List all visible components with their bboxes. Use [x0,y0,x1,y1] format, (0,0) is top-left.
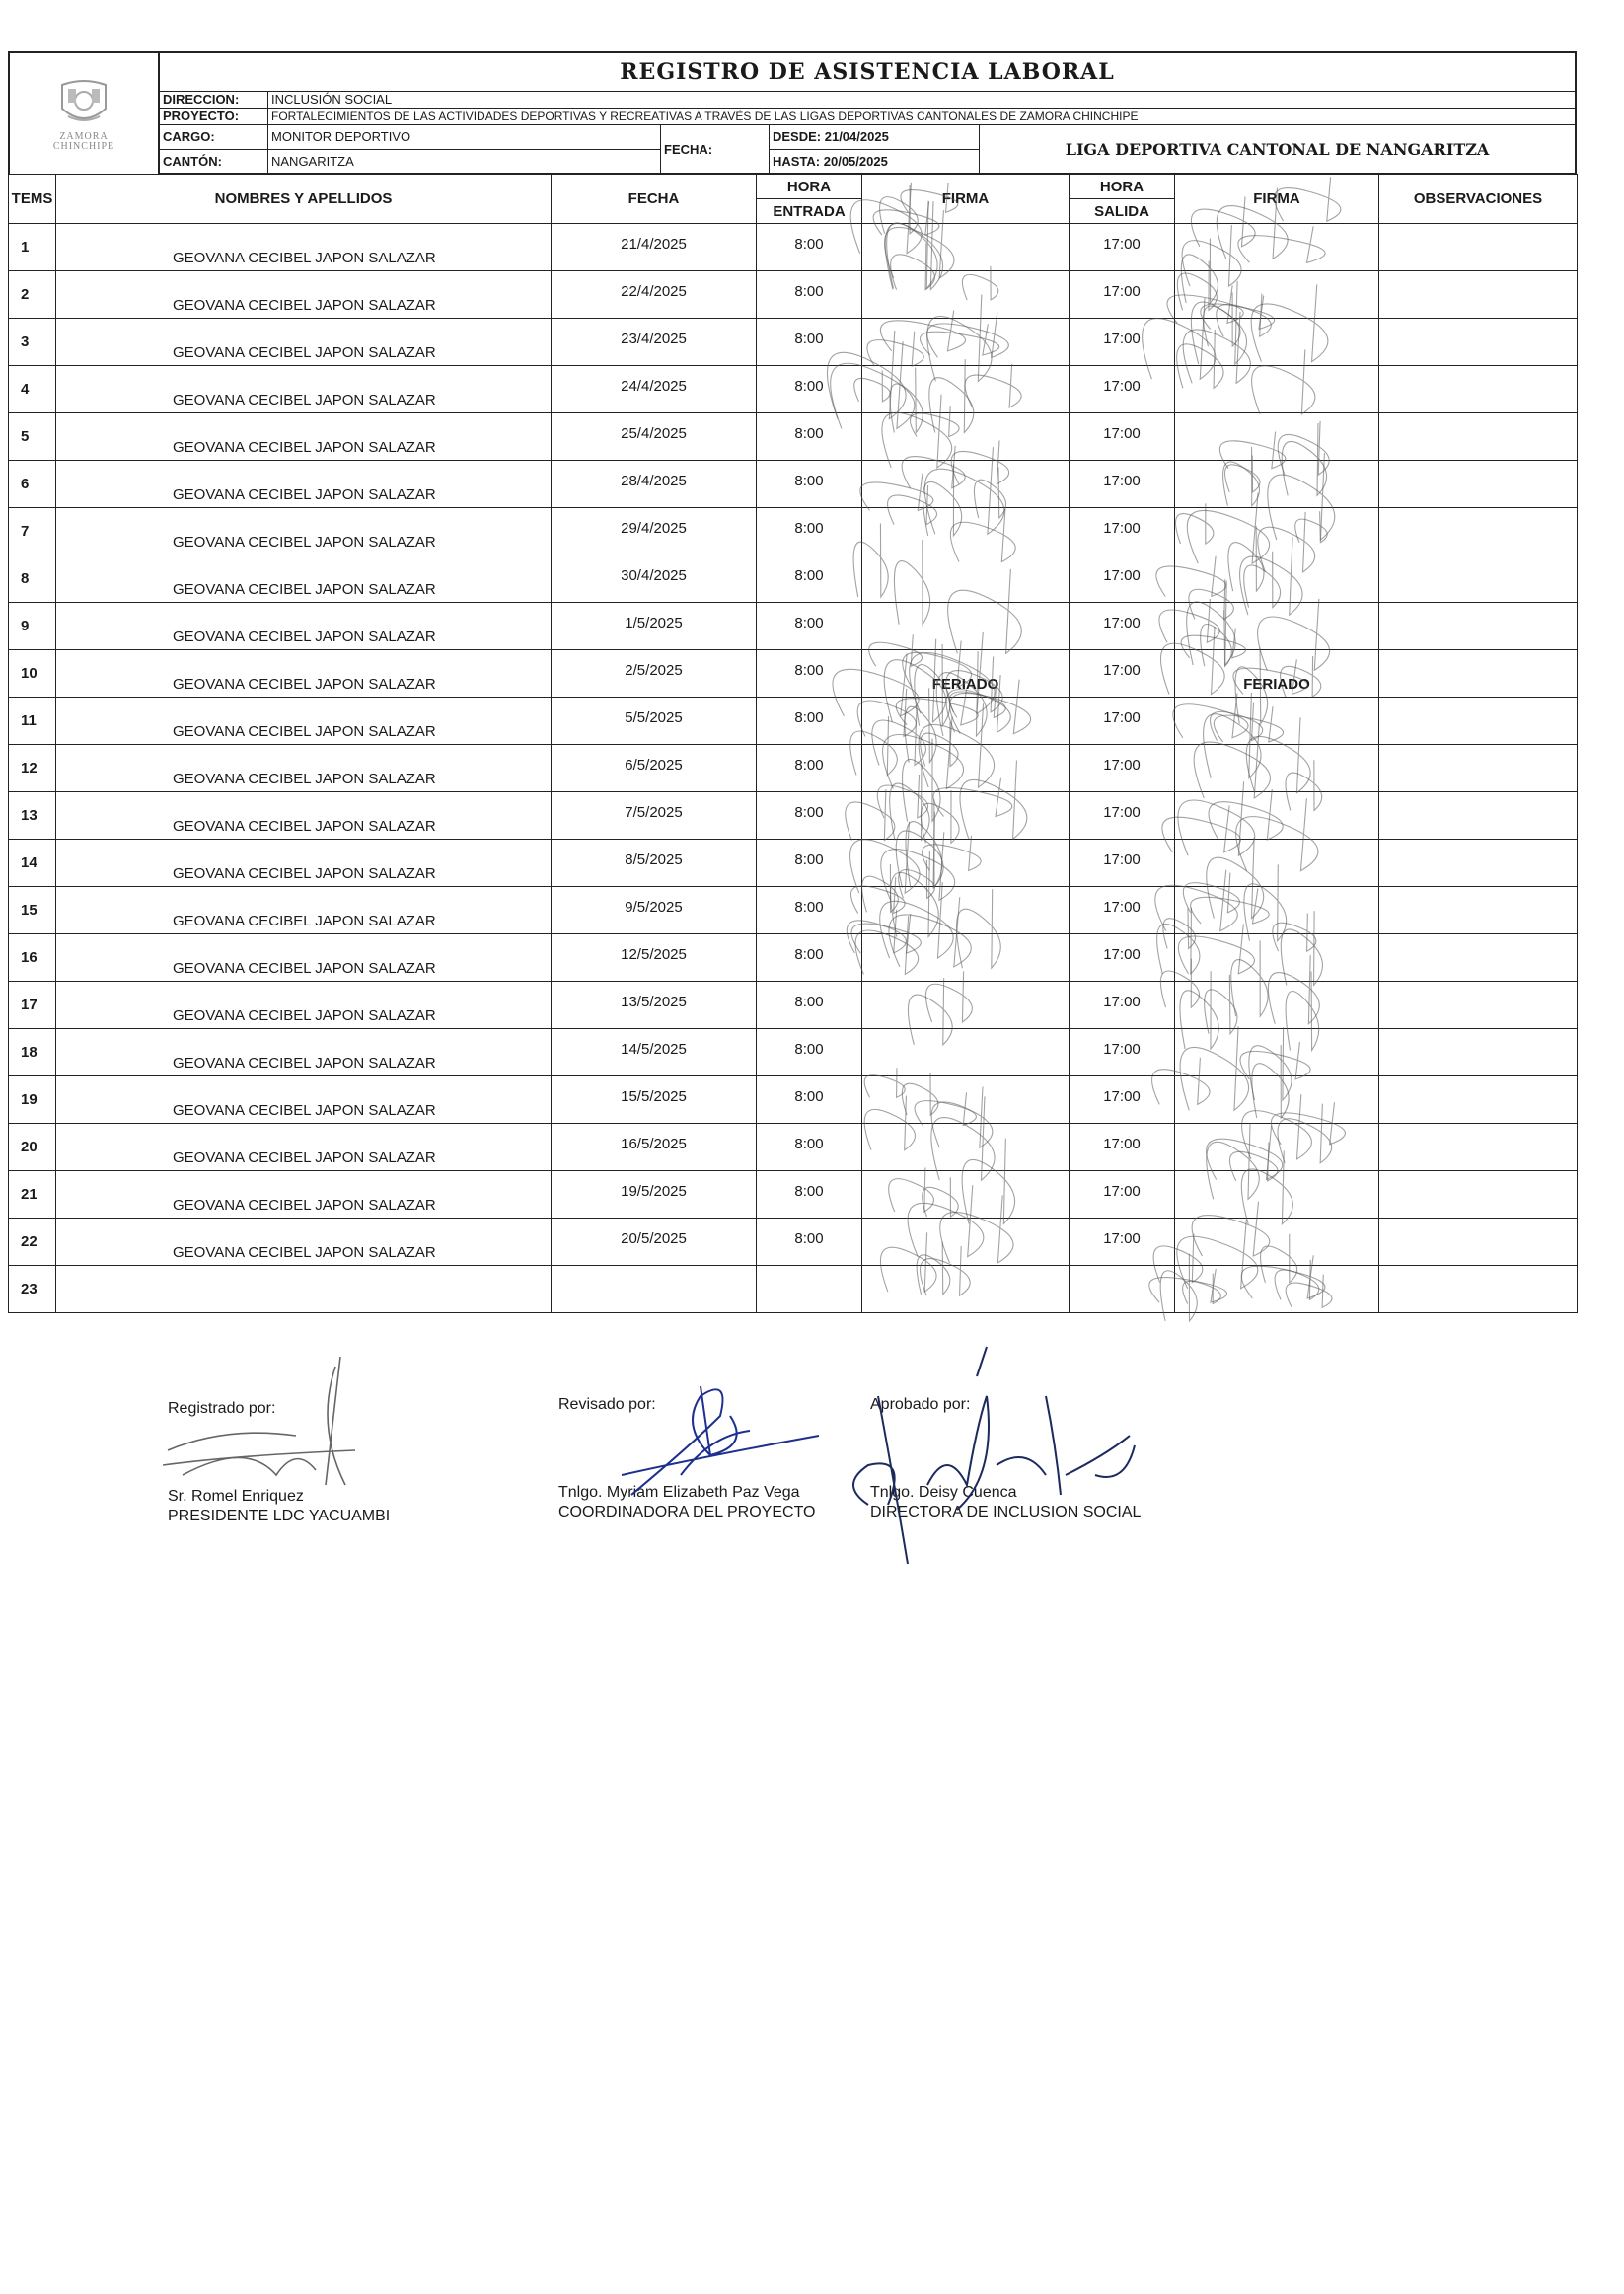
table-row [9,698,1578,745]
row-entrada-time: 8:00 [757,413,862,461]
row-entrada-time: 8:00 [757,934,862,982]
revisado-label: Revisado por: [558,1396,656,1413]
row-item-number: 18 [9,1029,56,1076]
row-name: GEOVANA CECIBEL JAPON SALAZAR [56,934,552,982]
row-name: GEOVANA CECIBEL JAPON SALAZAR [56,1076,552,1124]
row-date: 7/5/2025 [552,792,757,840]
row-item-number: 13 [9,792,56,840]
row-firma-salida [1175,745,1379,792]
row-firma-entrada [862,982,1070,1029]
col-item: TEMS [9,175,56,224]
row-item-number: 6 [9,461,56,508]
cargo-label: CARGO: [160,125,268,149]
col-hora-salida: HORA [1070,175,1175,199]
logo-text-line: CHINCHIPE [52,141,115,152]
col-salida: SALIDA [1070,199,1175,224]
row-entrada-time: 8:00 [757,1029,862,1076]
col-firma-entrada: FIRMA [862,175,1070,224]
row-name: GEOVANA CECIBEL JAPON SALAZAR [56,555,552,603]
row-salida-time: 17:00 [1070,555,1175,603]
logo [10,53,160,174]
row-date: 13/5/2025 [552,982,757,1029]
row-date: 22/4/2025 [552,271,757,319]
revisado-role: COORDINADORA DEL PROYECTO [558,1504,816,1520]
row-name: GEOVANA CECIBEL JAPON SALAZAR [56,982,552,1029]
row-salida-time: 17:00 [1070,1171,1175,1219]
row-item-number: 20 [9,1124,56,1171]
row-firma-salida [1175,413,1379,461]
row-salida-time: 17:00 [1070,319,1175,366]
row-salida-time: 17:00 [1070,461,1175,508]
direccion-label: DIRECCION: [160,92,268,108]
row-salida-time: 17:00 [1070,508,1175,555]
row-firma-salida [1175,792,1379,840]
row-entrada-time: 8:00 [757,745,862,792]
date-range [770,125,980,173]
row-salida-time: 17:00 [1070,224,1175,271]
table-row [9,508,1578,555]
row-entrada-time: 8:00 [757,840,862,887]
row-entrada-time: 8:00 [757,508,862,555]
row-item-number: 2 [9,271,56,319]
row-item-number: 10 [9,650,56,698]
row-firma-entrada [862,650,1070,698]
sheet-header [8,51,1577,174]
row-entrada-time: 8:00 [757,319,862,366]
row-date: 1/5/2025 [552,603,757,650]
signature-footer [0,1396,1624,1633]
row-observaciones [1379,413,1578,461]
row-firma-entrada [862,555,1070,603]
row-firma-entrada [862,508,1070,555]
row-firma-entrada [862,792,1070,840]
row-salida-time: 17:00 [1070,840,1175,887]
row-observaciones [1379,650,1578,698]
row-date: 14/5/2025 [552,1029,757,1076]
row-firma-salida [1175,319,1379,366]
date-desde: DESDE: 21/04/2025 [770,125,979,150]
row-date: 23/4/2025 [552,319,757,366]
row-firma-salida [1175,650,1379,698]
row-name: GEOVANA CECIBEL JAPON SALAZAR [56,366,552,413]
row-salida-time: 17:00 [1070,413,1175,461]
row-observaciones [1379,840,1578,887]
row-observaciones [1379,1266,1578,1313]
row-firma-entrada [862,1076,1070,1124]
cargo-row [160,125,660,150]
row-firma-entrada [862,366,1070,413]
canton-row [160,150,660,173]
row-firma-entrada [862,413,1070,461]
table-row [9,1219,1578,1266]
row-firma-entrada [862,1029,1070,1076]
row-name: GEOVANA CECIBEL JAPON SALAZAR [56,224,552,271]
col-entrada: ENTRADA [757,199,862,224]
row-firma-salida [1175,840,1379,887]
row-entrada-time: 8:00 [757,698,862,745]
canton-label: CANTÓN: [160,150,268,173]
attendance-table [8,174,1578,1313]
row-observaciones [1379,1124,1578,1171]
revisado-name: Tnlgo. Myriam Elizabeth Paz Vega [558,1484,800,1501]
row-entrada-time: 8:00 [757,366,862,413]
row-firma-salida [1175,1076,1379,1124]
table-row [9,934,1578,982]
table-row [9,1029,1578,1076]
registrado-name: Sr. Romel Enriquez [168,1488,304,1505]
row-date: 12/5/2025 [552,934,757,982]
table-row [9,1076,1578,1124]
cargo-canton [160,125,661,173]
row-firma-salida [1175,887,1379,934]
row-entrada-time: 8:00 [757,224,862,271]
row-firma-entrada [862,271,1070,319]
direccion-row [160,92,1575,109]
cargo-value: MONITOR DEPORTIVO [271,129,411,144]
row-entrada-time [757,1266,862,1313]
row-observaciones [1379,1076,1578,1124]
row-observaciones [1379,366,1578,413]
row-date: 2/5/2025 [552,650,757,698]
feriado-note: FERIADO [1243,676,1310,693]
row-item-number: 23 [9,1266,56,1313]
row-firma-salida [1175,934,1379,982]
row-date [552,1266,757,1313]
row-firma-salida [1175,698,1379,745]
row-item-number: 5 [9,413,56,461]
row-firma-entrada [862,934,1070,982]
table-row [9,461,1578,508]
row-entrada-time: 8:00 [757,555,862,603]
table-row [9,745,1578,792]
row-firma-salida [1175,271,1379,319]
row-firma-entrada [862,745,1070,792]
row-item-number: 9 [9,603,56,650]
row-firma-salida [1175,1171,1379,1219]
row-entrada-time: 8:00 [757,650,862,698]
row-entrada-time: 8:00 [757,271,862,319]
row-name: GEOVANA CECIBEL JAPON SALAZAR [56,792,552,840]
row-item-number: 8 [9,555,56,603]
row-date: 29/4/2025 [552,508,757,555]
proyecto-value: FORTALECIMIENTOS DE LAS ACTIVIDADES DEPORTIVAS Y RECREATIVAS A TRAVÉS DE LAS LIGAS DEPORTIVAS CANTONALES DE ZAMORA CHINCHIPE [271,110,1139,123]
row-entrada-time: 8:00 [757,1124,862,1171]
row-entrada-time: 8:00 [757,1219,862,1266]
cargo-canton-fecha-row [160,125,1575,174]
row-firma-salida [1175,461,1379,508]
row-name: GEOVANA CECIBEL JAPON SALAZAR [56,1029,552,1076]
logo-text-line: ZAMORA [59,131,109,142]
row-item-number: 3 [9,319,56,366]
table-row [9,224,1578,271]
row-firma-entrada [862,1266,1070,1313]
row-salida-time: 17:00 [1070,1219,1175,1266]
row-item-number: 7 [9,508,56,555]
row-salida-time: 17:00 [1070,1029,1175,1076]
row-firma-entrada [862,1124,1070,1171]
row-salida-time: 17:00 [1070,745,1175,792]
row-name: GEOVANA CECIBEL JAPON SALAZAR [56,603,552,650]
aprobado-role: DIRECTORA DE INCLUSION SOCIAL [870,1504,1142,1520]
row-salida-time: 17:00 [1070,650,1175,698]
row-date: 9/5/2025 [552,887,757,934]
aprobado-name: Tnlgo. Deisy Cuenca [870,1484,1017,1501]
row-firma-entrada [862,603,1070,650]
row-observaciones [1379,982,1578,1029]
row-firma-salida [1175,1266,1379,1313]
table-row [9,887,1578,934]
row-salida-time: 17:00 [1070,271,1175,319]
row-date: 15/5/2025 [552,1076,757,1124]
row-firma-salida [1175,1219,1379,1266]
row-date: 5/5/2025 [552,698,757,745]
row-observaciones [1379,698,1578,745]
row-firma-salida [1175,508,1379,555]
table-row [9,792,1578,840]
row-observaciones [1379,887,1578,934]
registrado-role: PRESIDENTE LDC YACUAMBI [168,1508,391,1524]
row-observaciones [1379,271,1578,319]
row-observaciones [1379,1219,1578,1266]
row-firma-entrada [862,319,1070,366]
table-row [9,840,1578,887]
row-observaciones [1379,603,1578,650]
row-name: GEOVANA CECIBEL JAPON SALAZAR [56,271,552,319]
row-item-number: 22 [9,1219,56,1266]
row-observaciones [1379,319,1578,366]
row-name: GEOVANA CECIBEL JAPON SALAZAR [56,461,552,508]
row-entrada-time: 8:00 [757,603,862,650]
row-item-number: 17 [9,982,56,1029]
row-item-number: 21 [9,1171,56,1219]
row-observaciones [1379,934,1578,982]
zamora-chinchipe-seal-icon [54,79,113,130]
row-name: GEOVANA CECIBEL JAPON SALAZAR [56,1171,552,1219]
row-date: 24/4/2025 [552,366,757,413]
row-salida-time: 17:00 [1070,366,1175,413]
proyecto-row [160,109,1575,125]
feriado-note: FERIADO [931,676,999,693]
row-date: 20/5/2025 [552,1219,757,1266]
table-row [9,555,1578,603]
row-firma-salida [1175,1124,1379,1171]
attendance-sheet [8,51,1577,1313]
row-entrada-time: 8:00 [757,1076,862,1124]
row-date: 6/5/2025 [552,745,757,792]
table-row [9,319,1578,366]
row-date: 30/4/2025 [552,555,757,603]
header-fields [160,53,1575,174]
row-observaciones [1379,508,1578,555]
row-salida-time [1070,1266,1175,1313]
row-name [56,1266,552,1313]
row-date: 21/4/2025 [552,224,757,271]
table-row [9,603,1578,650]
row-item-number: 14 [9,840,56,887]
col-hora-entrada: HORA [757,175,862,199]
col-observaciones: OBSERVACIONES [1379,175,1578,224]
row-firma-salida [1175,982,1379,1029]
row-entrada-time: 8:00 [757,1171,862,1219]
row-date: 19/5/2025 [552,1171,757,1219]
row-date: 28/4/2025 [552,461,757,508]
row-firma-entrada [862,1171,1070,1219]
row-date: 8/5/2025 [552,840,757,887]
canton-value: NANGARITZA [271,154,354,169]
table-row [9,271,1578,319]
row-firma-entrada [862,461,1070,508]
table-row [9,1266,1578,1313]
liga-name: LIGA DEPORTIVA CANTONAL DE NANGARITZA [1065,139,1490,159]
row-item-number: 11 [9,698,56,745]
row-item-number: 16 [9,934,56,982]
row-entrada-time: 8:00 [757,792,862,840]
row-name: GEOVANA CECIBEL JAPON SALAZAR [56,413,552,461]
row-firma-entrada [862,1219,1070,1266]
row-name: GEOVANA CECIBEL JAPON SALAZAR [56,319,552,366]
handwritten-signature-icon [0,1337,1624,1574]
row-item-number: 4 [9,366,56,413]
proyecto-label: PROYECTO: [160,109,268,124]
row-observaciones [1379,1029,1578,1076]
row-salida-time: 17:00 [1070,698,1175,745]
col-firma-salida: FIRMA [1175,175,1379,224]
row-observaciones [1379,555,1578,603]
row-firma-entrada [862,224,1070,271]
row-name: GEOVANA CECIBEL JAPON SALAZAR [56,650,552,698]
row-name: GEOVANA CECIBEL JAPON SALAZAR [56,745,552,792]
registrado-label: Registrado por: [168,1400,276,1417]
row-name: GEOVANA CECIBEL JAPON SALAZAR [56,508,552,555]
row-salida-time: 17:00 [1070,982,1175,1029]
row-salida-time: 17:00 [1070,887,1175,934]
row-item-number: 15 [9,887,56,934]
row-observaciones [1379,1171,1578,1219]
row-firma-salida [1175,555,1379,603]
row-firma-entrada [862,698,1070,745]
document-title: REGISTRO DE ASISTENCIA LABORAL [160,53,1575,92]
table-row [9,650,1578,698]
row-item-number: 12 [9,745,56,792]
row-firma-entrada [862,840,1070,887]
row-salida-time: 17:00 [1070,1076,1175,1124]
row-firma-salida [1175,366,1379,413]
row-name: GEOVANA CECIBEL JAPON SALAZAR [56,840,552,887]
row-observaciones [1379,792,1578,840]
date-hasta: HASTA: 20/05/2025 [773,154,888,169]
row-salida-time: 17:00 [1070,603,1175,650]
table-row [9,366,1578,413]
row-observaciones [1379,745,1578,792]
row-name: GEOVANA CECIBEL JAPON SALAZAR [56,698,552,745]
row-item-number: 1 [9,224,56,271]
row-salida-time: 17:00 [1070,934,1175,982]
row-name: GEOVANA CECIBEL JAPON SALAZAR [56,887,552,934]
logo-text [53,132,114,152]
row-firma-salida [1175,603,1379,650]
col-date: FECHA [552,175,757,224]
direccion-value: INCLUSIÓN SOCIAL [271,92,393,107]
row-firma-salida [1175,224,1379,271]
row-name: GEOVANA CECIBEL JAPON SALAZAR [56,1124,552,1171]
table-row [9,413,1578,461]
table-row [9,982,1578,1029]
row-salida-time: 17:00 [1070,1124,1175,1171]
table-row [9,1171,1578,1219]
aprobado-label: Aprobado por: [870,1396,971,1413]
col-name: NOMBRES Y APELLIDOS [56,175,552,224]
row-firma-salida [1175,1029,1379,1076]
fecha-label: FECHA: [661,125,770,173]
row-item-number: 19 [9,1076,56,1124]
row-date: 25/4/2025 [552,413,757,461]
row-firma-entrada [862,887,1070,934]
table-row [9,1124,1578,1171]
row-salida-time: 17:00 [1070,792,1175,840]
row-observaciones [1379,461,1578,508]
row-entrada-time: 8:00 [757,887,862,934]
row-entrada-time: 8:00 [757,461,862,508]
row-observaciones [1379,224,1578,271]
row-name: GEOVANA CECIBEL JAPON SALAZAR [56,1219,552,1266]
row-date: 16/5/2025 [552,1124,757,1171]
row-entrada-time: 8:00 [757,982,862,1029]
